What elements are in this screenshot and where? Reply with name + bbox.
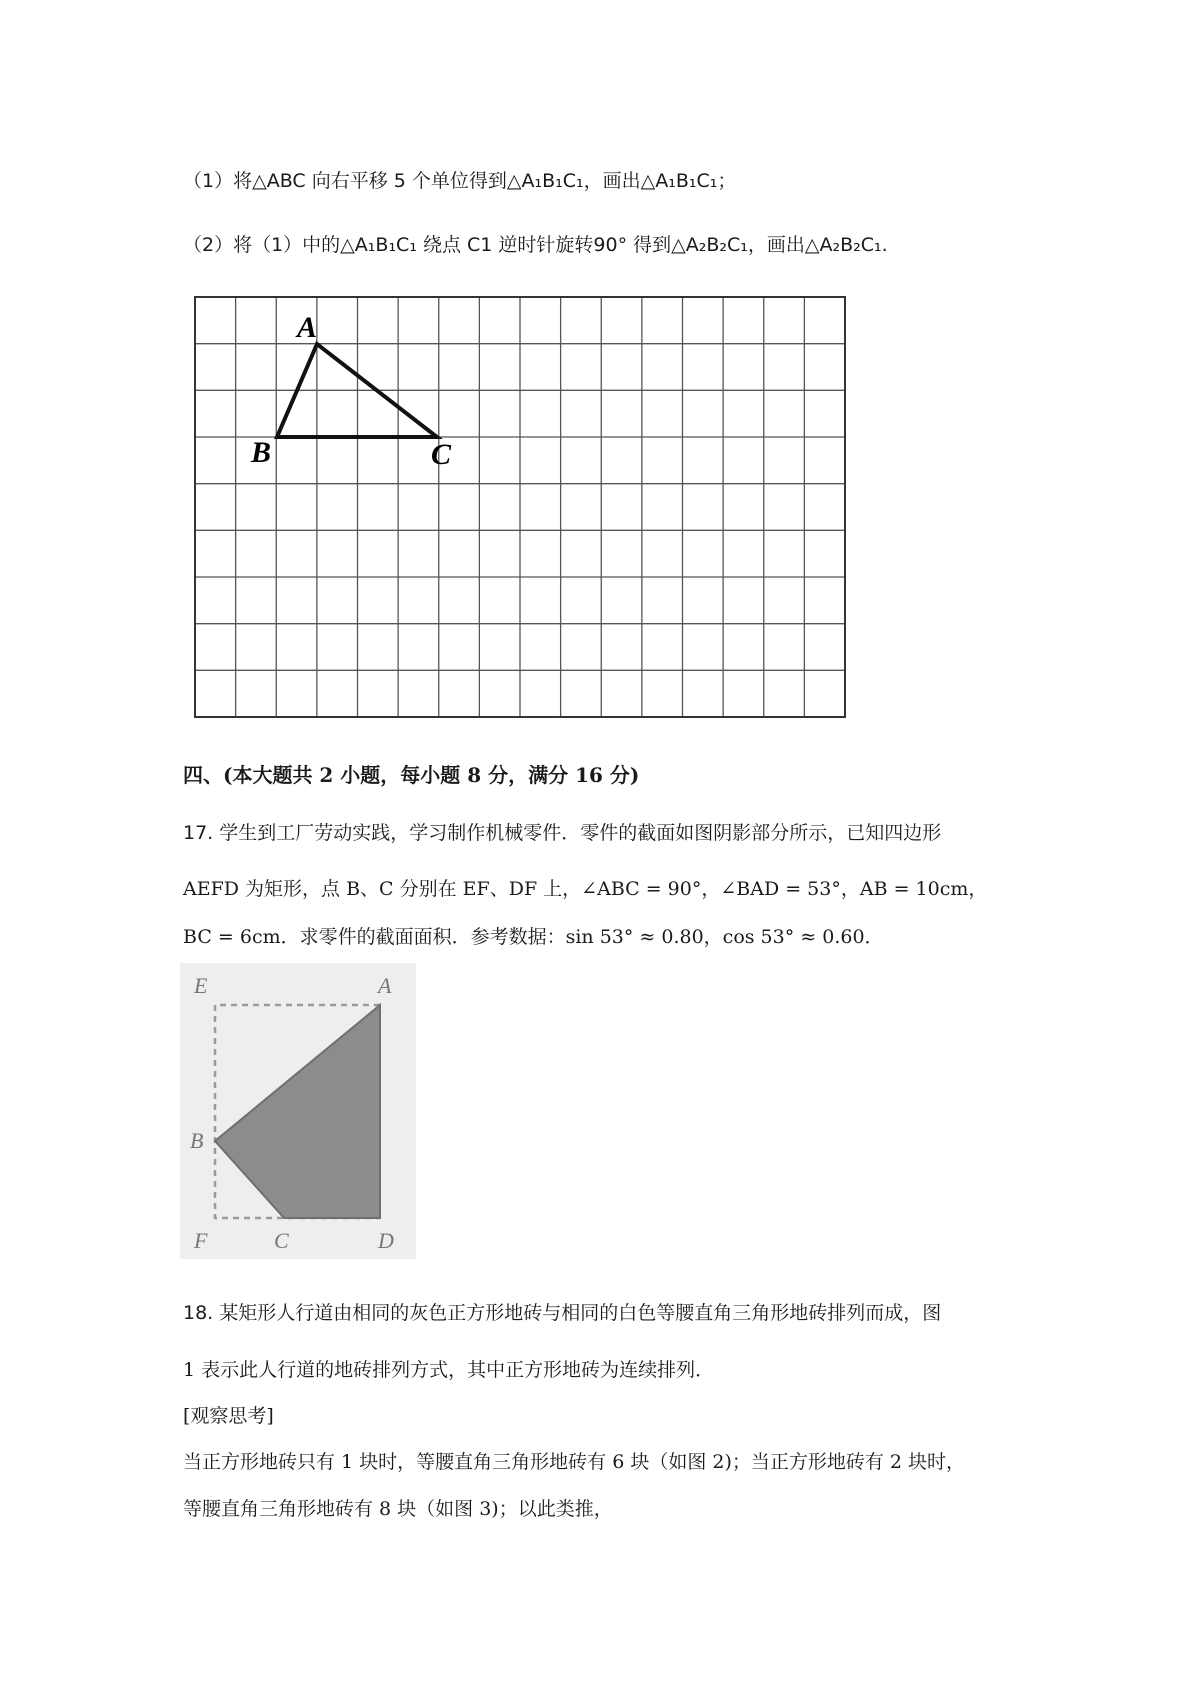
label-f: F (194, 1228, 208, 1253)
label-fig-b: B (190, 1128, 204, 1153)
grid-figure (193, 295, 853, 729)
label-c: C (431, 438, 452, 471)
label-a: A (297, 311, 318, 344)
q17-line-1: 17. 学生到工厂劳动实践，学习制作机械零件．零件的截面如图阴影部分所示，已知四边形 (183, 822, 942, 844)
question-1-text: （1）将△ABC 向右平移 5 个单位得到△A₁B₁C₁，画出△A₁B₁C₁； (183, 170, 737, 192)
q17-figure-svg (180, 963, 416, 1259)
q18-line-2: 1 表示此人行道的地砖排列方式，其中正方形地砖为连续排列． (183, 1359, 715, 1381)
q18-line-1: 18. 某矩形人行道由相同的灰色正方形地砖与相同的白色等腰直角三角形地砖排列而成，图 (183, 1302, 942, 1324)
q18-observe-heading: [观察思考] (183, 1405, 274, 1427)
q18-line-3: 当正方形地砖只有 1 块时，等腰直角三角形地砖有 6 块（如图 2)；当正方形地砖有 2 块时， (183, 1451, 966, 1473)
q17-figure (180, 963, 416, 1263)
grid-lines (195, 297, 845, 717)
grid-svg (193, 295, 853, 725)
q17-line-3: BC = 6cm．求零件的截面面积．参考数据：sin 53° ≈ 0.80，cos 53° ≈ 0.60． (183, 926, 884, 948)
label-b: B (251, 436, 272, 469)
label-e: E (194, 973, 208, 998)
section-4-heading: 四、(本大题共 2 小题，每小题 8 分，满分 16 分) (183, 763, 640, 787)
q18-line-4: 等腰直角三角形地砖有 8 块（如图 3)；以此类推， (183, 1498, 613, 1520)
q17-line-2: AEFD 为矩形，点 B、C 分别在 EF、DF 上，∠ABC = 90°，∠BAD = 53°，AB = 10cm， (183, 878, 988, 900)
question-2-text: （2）将（1）中的△A₁B₁C₁ 绕点 C1 逆时针旋转90° 得到△A₂B₂C₁，画出△A₂B₂C₁. (183, 234, 888, 256)
label-fig-c: C (274, 1228, 289, 1253)
label-d: D (378, 1228, 394, 1253)
label-fig-a: A (378, 973, 392, 998)
